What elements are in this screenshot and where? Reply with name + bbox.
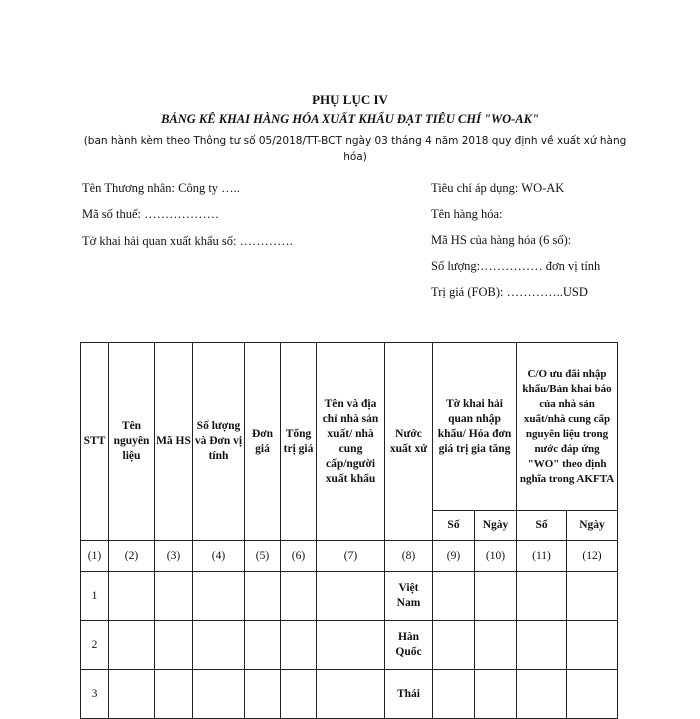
row-origin: Hàn Quốc xyxy=(385,621,433,670)
header-import-date: Ngày xyxy=(475,511,517,541)
declaration-table xyxy=(80,342,618,719)
index-cell: (12) xyxy=(567,541,618,572)
goods-name-field: Tên hàng hóa: xyxy=(431,207,503,221)
row-stt: 1 xyxy=(81,572,109,621)
row-origin: Việt Nam xyxy=(385,572,433,621)
header-co-preferential: C/O ưu đãi nhập khẩu/Bản khai báo của nhà sản xuất/nhà cung cấp nguyên liệu trong nước đáp ứng "WO" theo định nghĩa trong AKFTA xyxy=(517,343,618,511)
index-row xyxy=(81,541,618,572)
header-import-number: Số xyxy=(433,511,475,541)
index-cell: (9) xyxy=(433,541,475,572)
merchant-field: Tên Thương nhân: Công ty ….. xyxy=(82,181,240,195)
header-stt: STT xyxy=(81,343,109,541)
tax-code-field: Mã số thuế: ……………… xyxy=(82,207,220,221)
header-co-number: Số xyxy=(517,511,567,541)
header-import-declaration: Tờ khai hải quan nhập khẩu/ Hóa đơn giá trị gia tăng xyxy=(433,343,517,511)
document-subtitle: BẢNG KÊ KHAI HÀNG HÓA XUẤT KHẨU ĐẠT TIÊU CHÍ "WO-AK" xyxy=(161,112,539,126)
header-unit-price: Đơn giá xyxy=(245,343,281,541)
decree-note: (ban hành kèm theo Thông tư số 05/2018/TT-BCT ngày 03 tháng 4 năm 2018 quy định về xuất xứ hàng hóa) xyxy=(83,135,627,163)
index-cell: (3) xyxy=(155,541,193,572)
header-hs: Mã HS xyxy=(155,343,193,541)
row-stt: 2 xyxy=(81,621,109,670)
index-cell: (7) xyxy=(317,541,385,572)
row-origin: Thái xyxy=(385,670,433,719)
quantity-field: Số lượng:…………… đơn vị tính xyxy=(431,259,601,273)
header-producer: Tên và địa chỉ nhà sản xuất/ nhà cung cấp/người xuất khẩu xyxy=(317,343,385,541)
index-cell: (6) xyxy=(281,541,317,572)
row-stt: 3 xyxy=(81,670,109,719)
index-cell: (8) xyxy=(385,541,433,572)
index-cell: (2) xyxy=(109,541,155,572)
index-cell: (11) xyxy=(517,541,567,572)
criterion-field: Tiêu chí áp dụng: WO-AK xyxy=(431,181,565,195)
customs-declaration-field: Tờ khai hải quan xuất khẩu số: …………. xyxy=(82,234,293,248)
header-co-date: Ngày xyxy=(567,511,618,541)
header-row xyxy=(81,343,618,511)
header-origin-country: Nước xuất xứ xyxy=(385,343,433,541)
appendix-title: PHỤ LỤC IV xyxy=(312,92,388,107)
hs-code-field: Mã HS của hàng hóa (6 số): xyxy=(431,233,572,247)
table-row xyxy=(81,670,618,719)
index-cell: (4) xyxy=(193,541,245,572)
table-row xyxy=(81,621,618,670)
value-field: Trị giá (FOB): …………..USD xyxy=(431,285,588,299)
index-cell: (1) xyxy=(81,541,109,572)
index-cell: (10) xyxy=(475,541,517,572)
table-row xyxy=(81,572,618,621)
header-material-name: Tên nguyên liệu xyxy=(109,343,155,541)
header-quantity-unit: Số lượng và Đơn vị tính xyxy=(193,343,245,541)
index-cell: (5) xyxy=(245,541,281,572)
header-total-value: Tổng trị giá xyxy=(281,343,317,541)
